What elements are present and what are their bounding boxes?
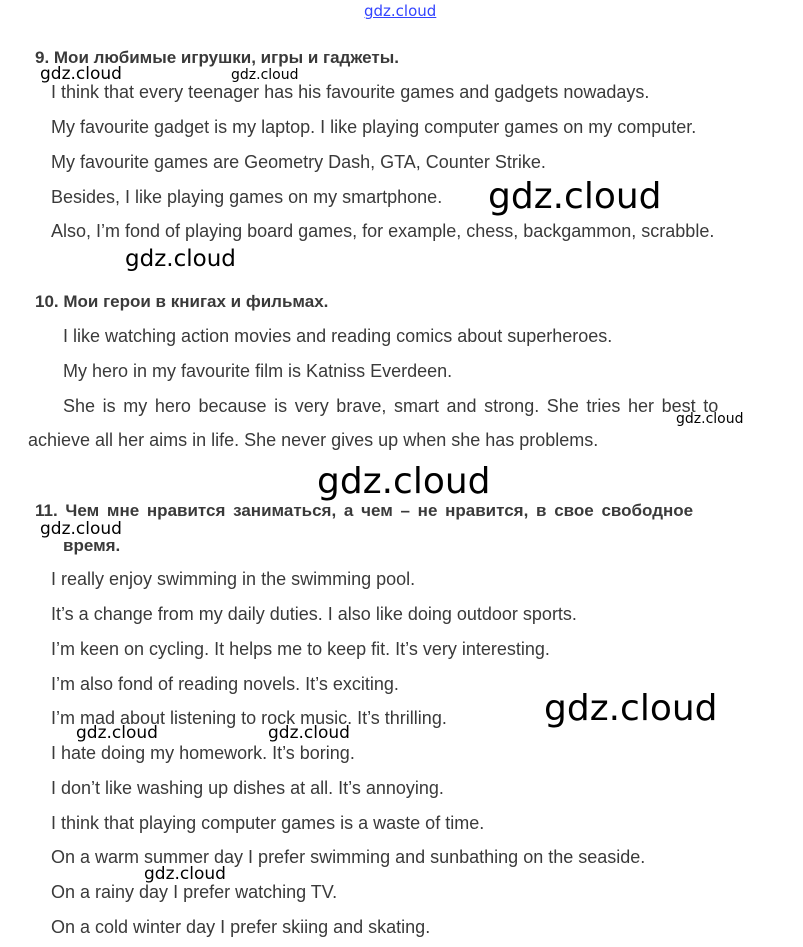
watermark: gdz.cloud: [144, 864, 226, 884]
watermark: gdz.cloud: [76, 723, 158, 743]
watermark: gdz.cloud: [317, 461, 491, 502]
watermark: gdz.cloud: [40, 64, 122, 84]
section-11-heading-line-1: 11. Чем мне нравится заниматься, а чем – не нравится, в свое свободное: [35, 501, 694, 520]
watermark: gdz.cloud: [231, 67, 299, 83]
section-11-line-9: On a warm summer day I prefer swimming and sunbathing on the seaside.: [51, 847, 646, 867]
section-11-line-4: I’m also fond of reading novels. It’s exciting.: [51, 674, 399, 694]
section-11-line-1: I really enjoy swimming in the swimming pool.: [51, 569, 416, 589]
section-11-line-2: It’s a change from my daily duties. I also like doing outdoor sports.: [51, 604, 577, 624]
section-11-line-5: I’m mad about listening to rock music. It’s thrilling.: [51, 708, 447, 728]
watermark: gdz.cloud: [40, 519, 122, 539]
watermark: gdz.cloud: [268, 723, 350, 743]
section-9-line-5: Also, I’m fond of playing board games, for example, chess, backgammon, scrabble.: [51, 221, 715, 241]
section-11-line-7: I don’t like washing up dishes at all. It’s annoying.: [51, 778, 444, 798]
section-10-line-2: My hero in my favourite film is Katniss Everdeen.: [63, 361, 453, 381]
section-11-line-6: I hate doing my homework. It’s boring.: [51, 743, 355, 763]
section-11-heading-line-2: время.: [63, 536, 121, 555]
section-10-line-4: achieve all her aims in life. She never gives up when she has problems.: [28, 430, 599, 450]
section-10-line-3: She is my hero because is very brave, smart and strong. She tries her best to: [63, 396, 719, 416]
section-9-heading: 9. Мои любимые игрушки, игры и гаджеты.: [35, 48, 399, 67]
section-10-heading: 10. Мои герои в книгах и фильмах.: [35, 292, 329, 311]
section-9-line-4: Besides, I like playing games on my smartphone.: [51, 187, 443, 207]
section-9-line-1: I think that every teenager has his favourite games and gadgets nowadays.: [51, 82, 650, 102]
section-11-line-10: On a rainy day I prefer watching TV.: [51, 882, 338, 902]
watermark-top-link[interactable]: gdz.cloud: [364, 2, 437, 20]
section-9-line-3: My favourite games are Geometry Dash, GTA, Counter Strike.: [51, 152, 546, 172]
watermark: gdz.cloud: [544, 688, 718, 729]
section-11-line-8: I think that playing computer games is a waste of time.: [51, 813, 485, 833]
watermark: gdz.cloud: [125, 246, 236, 272]
section-10-line-1: I like watching action movies and reading comics about superheroes.: [63, 326, 613, 346]
section-11-line-3: I’m keen on cycling. It helps me to keep fit. It’s very interesting.: [51, 639, 550, 659]
section-9-line-2: My favourite gadget is my laptop. I like playing computer games on my computer.: [51, 117, 697, 137]
section-11-line-11: On a cold winter day I prefer skiing and skating.: [51, 917, 431, 937]
watermark: gdz.cloud: [488, 176, 662, 217]
watermark: gdz.cloud: [676, 411, 744, 427]
